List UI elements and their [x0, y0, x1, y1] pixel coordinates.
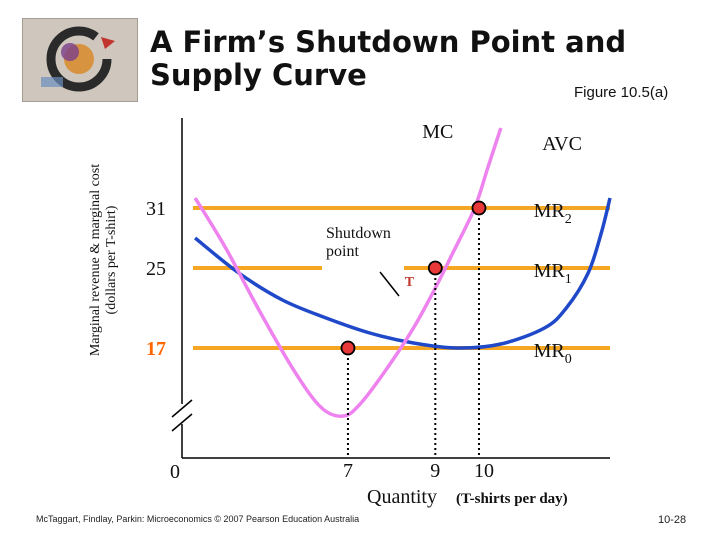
- slide-title: A Firm’s Shutdown Point and Supply Curve: [150, 25, 627, 92]
- x-axis-label: Quantity: [367, 486, 437, 508]
- x-axis-unit-label: (T-shirts per day): [456, 491, 568, 507]
- x-origin-label: 0: [170, 461, 180, 483]
- y-tick-label-31: 31: [146, 198, 166, 220]
- y-tick-label-25: 25: [146, 258, 166, 280]
- page-number: 10-28: [658, 514, 687, 526]
- equilibrium-point-q9: [429, 262, 442, 275]
- equilibrium-point-q7: [341, 342, 354, 355]
- avc-curve-label: AVC: [542, 133, 582, 155]
- figure-reference: Figure 10.5(a): [574, 84, 669, 101]
- equilibrium-point-q10: [472, 202, 485, 215]
- point-t-label: T: [404, 275, 415, 290]
- y-axis-label: Marginal revenue & marginal cost (dollars per T-shirt): [88, 163, 119, 357]
- x-tick-label-9: 9: [430, 460, 441, 482]
- mr-label-mr2: $MR_2$: [533, 200, 572, 227]
- mr-label-mr0: $MR_0$: [533, 340, 572, 367]
- mc-curve: [195, 128, 501, 416]
- shutdown-annotation-text: Shutdown: [326, 225, 391, 242]
- mr-label-mr1: $MR_1$: [533, 260, 572, 287]
- shutdown-annotation-text: point: [326, 243, 359, 260]
- x-tick-label-7: 7: [342, 460, 353, 482]
- y-tick-label-17: 17: [146, 338, 166, 360]
- x-tick-label-10: 10: [473, 460, 494, 482]
- footer-citation: McTaggart, Findlay, Parkin: Microeconomics © 2007 Pearson Education Australia: [36, 514, 360, 524]
- shutdown-annotation-pointer: [380, 272, 399, 296]
- mc-curve-label: MC: [422, 121, 454, 143]
